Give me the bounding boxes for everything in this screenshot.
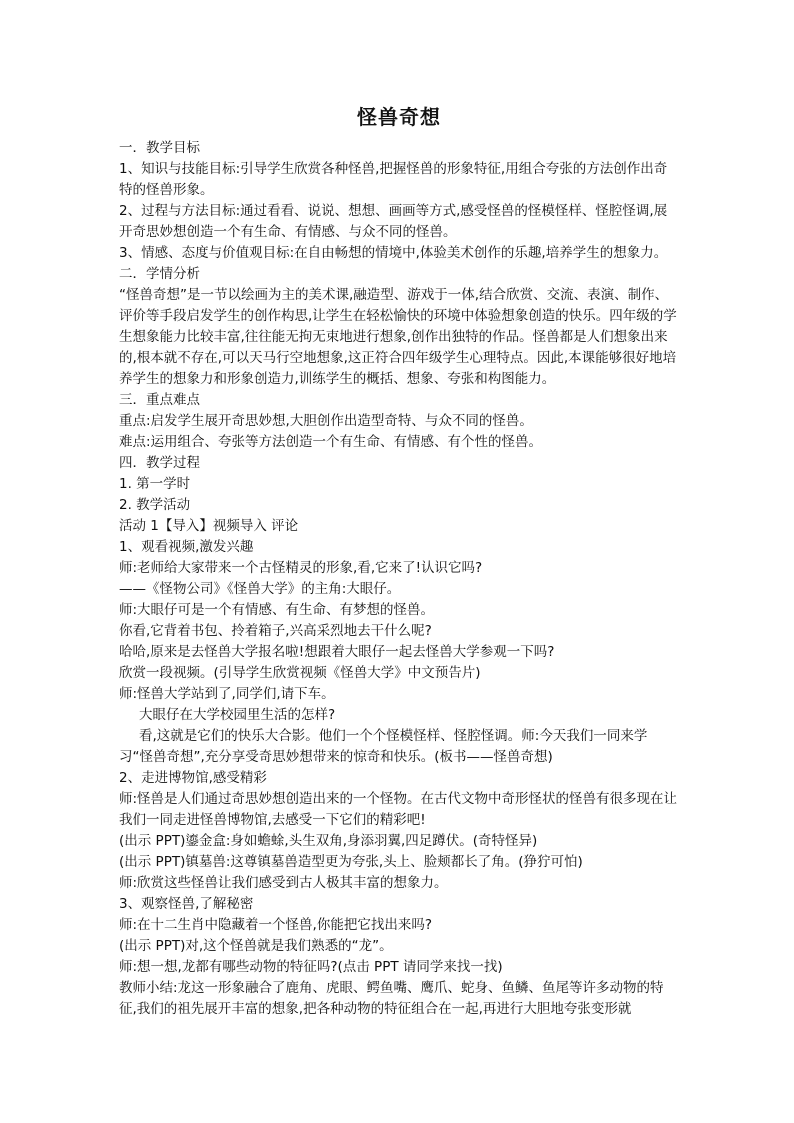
paragraph-line: 师:欣赏这些怪兽让我们感受到古人极其丰富的想象力。 <box>119 875 448 891</box>
section-observe-monster: 3、观察怪兽,了解秘密 <box>119 896 254 912</box>
paragraph-line: ——《怪物公司》《怪兽大学》的主角:大眼仔。 <box>119 581 401 597</box>
paragraph-line: (出示 PPT)对,这个怪兽就是我们熟悉的“龙”。 <box>119 938 393 954</box>
section-watch-video: 1、观看视频,激发兴趣 <box>119 539 254 555</box>
section-visit-museum: 2、走进博物馆,感受精彩 <box>119 770 267 786</box>
paragraph-line: 师:大眼仔可是一个有情感、有生命、有梦想的怪兽。 <box>119 602 435 618</box>
paragraph-line: 师:怪兽大学站到了,同学们,请下车。 <box>119 686 335 702</box>
goal-process-method: 2、过程与方法目标:通过看看、说说、想想、画画等方式,感受怪兽的怪模怪样、怪腔怪调,展开奇思妙想创造一个有生命、有情感、与众不同的怪兽。 <box>119 203 668 240</box>
paragraph-line: 看,这就是它们的快乐大合影。他们一个个怪模怪样、怪腔怪调。师:今天我们一同来学习“怪兽奇想”,充分享受奇思妙想带来的惊奇和快乐。(板书——怪兽奇想) <box>119 728 648 765</box>
paragraph-line: (出示 PPT)镇墓兽:这尊镇墓兽造型更为夸张,头上、脸颊都长了角。(狰狞可怕) <box>119 854 583 870</box>
heading-teaching-goals: 一．教学目标 <box>119 140 200 156</box>
paragraph-line: 师:想一想,龙都有哪些动物的特征吗?(点击 PPT 请同学来找一找) <box>119 959 503 975</box>
activity-1-heading: 活动 1【导入】视频导入 评论 <box>119 518 299 534</box>
paragraph-line: 你看,它背着书包、拎着箱子,兴高采烈地去干什么呢? <box>119 623 432 639</box>
paragraph-line: 师:怪兽是人们通过奇思妙想创造出来的一个怪物。在古代文物中奇形怪状的怪兽有很多现在让我们一同走进怪兽博物馆,去感受一下它们的精彩吧! <box>119 791 678 828</box>
difficult-point-text: 难点:运用组合、夸张等方法创造一个有生命、有情感、有个性的怪兽。 <box>119 434 543 450</box>
goal-emotion-values: 3、情感、态度与价值观目标:在自由畅想的情境中,体验美术创作的乐趣,培养学生的想象力。 <box>119 245 668 261</box>
teacher-summary: 教师小结:龙这一形象融合了鹿角、虎眼、鳄鱼嘴、鹰爪、蛇身、鱼鳞、鱼尾等许多动物的特征,我们的祖先展开丰富的想象,把各种动物的特征组合在一起,再进行大胆地夸张变形就 <box>119 980 664 1017</box>
goal-knowledge-skill: 1、知识与技能目标:引导学生欣赏各种怪兽,把握怪兽的形象特征,用组合夸张的方法创作出奇特的怪兽形象。 <box>119 161 668 198</box>
paragraph-line: 哈哈,原来是去怪兽大学报名啦!想跟着大眼仔一起去怪兽大学参观一下吗? <box>119 644 555 660</box>
key-point-text: 重点:启发学生展开奇思妙想,大胆创作出造型奇特、与众不同的怪兽。 <box>119 413 533 429</box>
heading-key-difficult-points: 三．重点难点 <box>119 392 200 408</box>
document-title: 怪兽奇想 <box>357 105 441 129</box>
paragraph-line: 师:在十二生肖中隐藏着一个怪兽,你能把它找出来吗? <box>119 917 433 933</box>
process-item-2: 2. 教学活动 <box>119 497 191 513</box>
paragraph-line: (出示 PPT)鎏金盒:身如蟾蜍,头生双角,身添羽翼,四足蹲伏。(奇特怪异) <box>119 833 538 849</box>
document-page <box>119 104 679 1020</box>
process-item-1: 1. 第一学时 <box>119 476 191 492</box>
student-analysis-text: “怪兽奇想”是一节以绘画为主的美术课,融造型、游戏于一体,结合欣赏、交流、表演、制作、评价等手段启发学生的创作构思,让学生在轻松愉快的环境中体验想象创造的快乐。四年级的学生想象能力比较丰富,往往能无拘无束地进行想象,创作出独特的作品。怪兽都是人们想象出来的,根本就不存在,可以天马行空地想象,这正符合四年级学生心理特点。因此,本课能够很好地培养学生的想象力和形象创造力,训练学生的概括、想象、夸张和构图能力。 <box>119 287 677 387</box>
paragraph-line: 师:老师给大家带来一个古怪精灵的形象,看,它来了!认识它吗? <box>119 560 483 576</box>
heading-student-analysis: 二．学情分析 <box>119 266 200 282</box>
paragraph-line: 欣赏一段视频。(引导学生欣赏视频《怪兽大学》中文预告片) <box>119 665 481 681</box>
heading-teaching-process: 四．教学过程 <box>119 455 200 471</box>
paragraph-line: 大眼仔在大学校园里生活的怎样? <box>139 707 336 723</box>
